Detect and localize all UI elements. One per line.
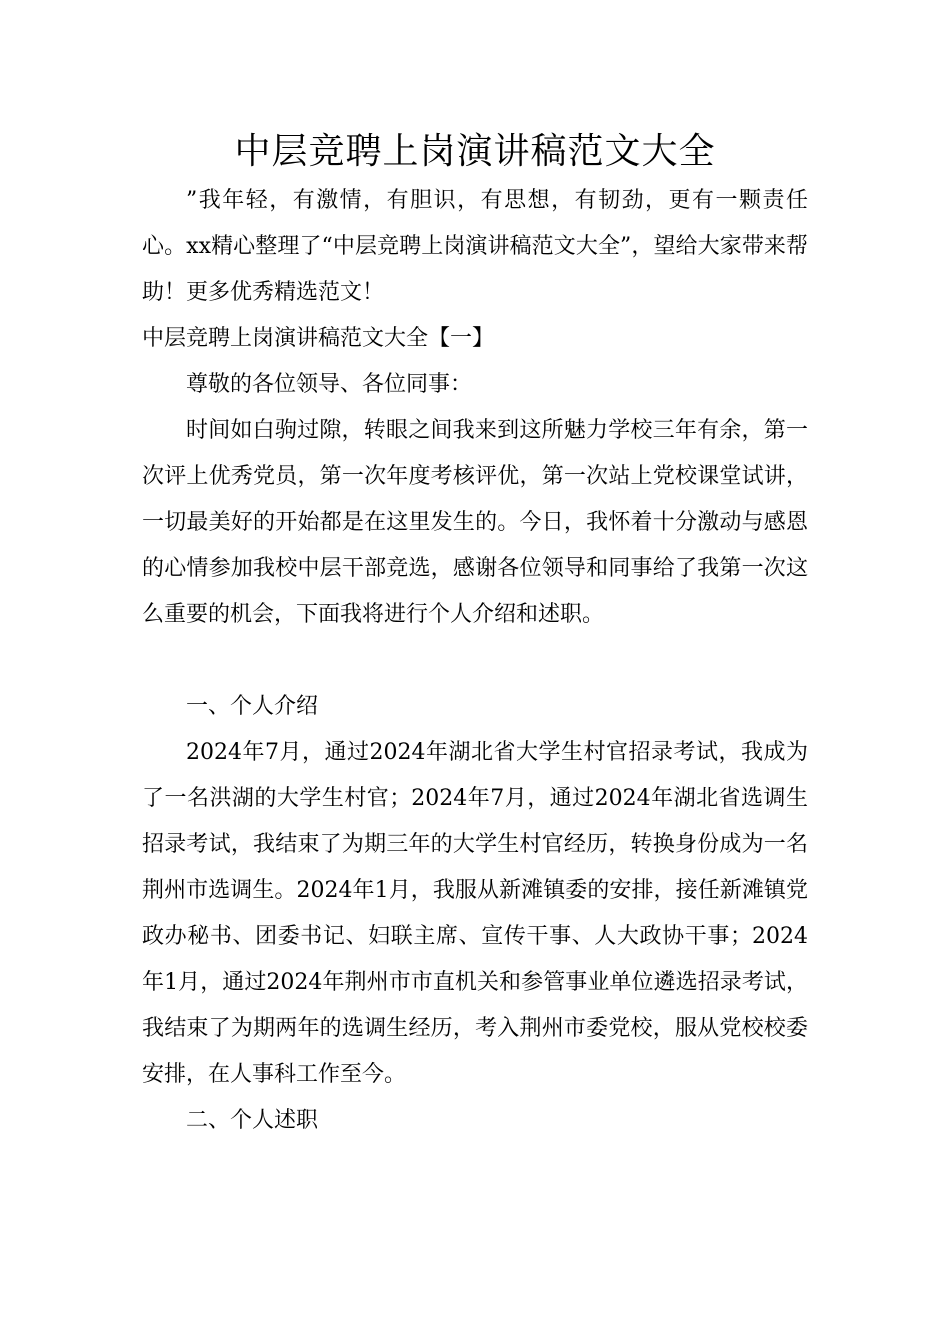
salutation: 尊敬的各位领导、各位同事： — [186, 372, 473, 397]
paragraph-opening: 时间如白驹过隙，转眼之间我来到这所魅力学校三年有余，第一次评上优秀党员，第一次年度考核评优，第一次站上党校课堂试讲，一切最美好的开始都是在这里发生的。今日，我怀着十分激动与感恩的心情参加我校中层干部竞选，感谢各位领导和同事给了我第一次这么重要的机会，下面我将进行个人介绍和述职。 — [142, 418, 808, 627]
paragraph-personal-intro: 2024年7月，通过2024年湖北省大学生村官招录考试，我成为了一名洪湖的大学生村官；2024年7月，通过2024年湖北省选调生招录考试，我结束了为期三年的大学生村官经历，转换身份成为一名荆州市选调生。2024年1月，我服从新滩镇委的安排，接任新滩镇党政办秘书、团委书记、妇联主席、宣传干事、人大政协干事；2024年1月，通过2024年荆州市市直机关和参管事业单位遴选招录考试，我结束了为期两年的选调生经历，考入荆州市委党校，服从党校校委安排，在人事科工作至今。 — [142, 740, 808, 1087]
section-heading: 中层竞聘上岗演讲稿范文大全【一】 — [142, 326, 495, 351]
heading-personal-report: 二、个人述职 — [186, 1108, 319, 1133]
document-title: 中层竞聘上岗演讲稿范文大全 — [234, 131, 716, 172]
document-body — [142, 178, 808, 1144]
heading-personal-intro: 一、个人介绍 — [186, 694, 319, 719]
blank-line — [142, 638, 808, 684]
intro-paragraph: ”我年轻，有激情，有胆识，有思想，有韧劲，更有一颗责任心。xx精心整理了“中层竞聘上岗演讲稿范文大全”，望给大家带来帮助！更多优秀精选范文！ — [142, 188, 808, 305]
